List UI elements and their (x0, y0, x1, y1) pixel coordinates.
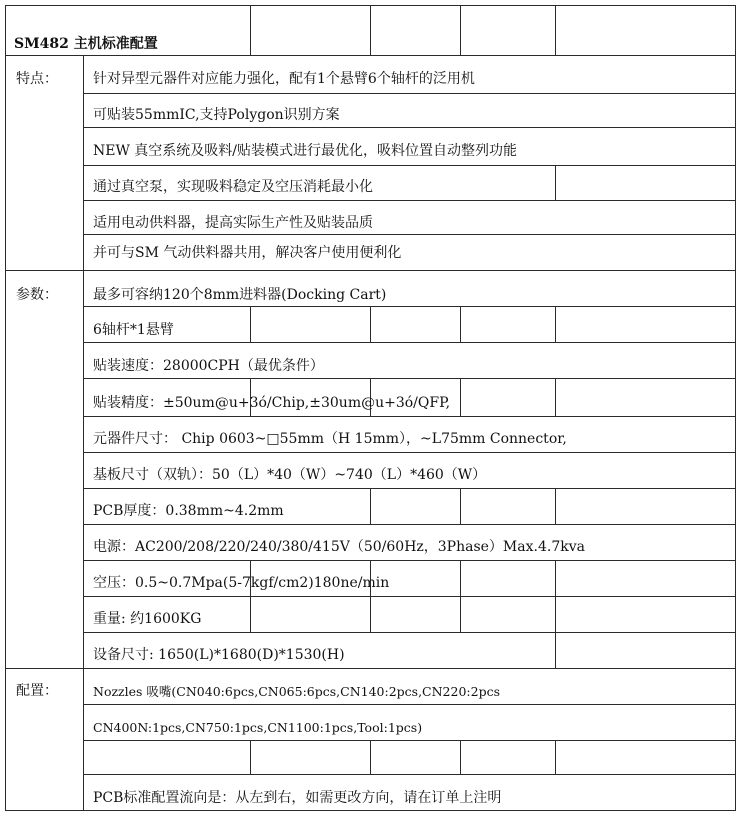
param-row-2: 6轴杆*1悬臂 (93, 322, 174, 338)
grid-hline (83, 704, 736, 705)
grid-vline (370, 596, 371, 633)
grid-vline (460, 740, 461, 775)
grid-vline (83, 270, 84, 307)
grid-hline (83, 740, 736, 741)
grid-hline (5, 668, 736, 669)
grid-hline (83, 524, 736, 525)
param-row-6: 基板尺寸（双轨）：50（L）*40（W）~740（L）*460（W） (93, 467, 487, 483)
grid-vline (83, 378, 84, 417)
grid-vline (370, 488, 371, 525)
param-row-7: PCB厚度：0.38mm~4.2mm (93, 503, 284, 519)
grid-vline (83, 342, 84, 379)
grid-hline (83, 342, 736, 343)
grid-hline (5, 270, 736, 271)
grid-vline (370, 306, 371, 343)
grid-vline (83, 632, 84, 669)
grid-vline (555, 560, 556, 597)
grid-vline (5, 5, 6, 811)
section-label-config: 配置： (16, 683, 58, 699)
grid-vline (83, 127, 84, 166)
grid-vline (83, 488, 84, 525)
grid-hline (83, 306, 736, 307)
param-row-11: 设备尺寸: 1650(L)*1680(D)*1530(H) (93, 647, 345, 663)
config-row-3: PCB标准配置流向是：从左到右，如需更改方向，请在订单上注明 (93, 790, 502, 806)
grid-vline (83, 452, 84, 489)
grid-vline (555, 378, 556, 417)
grid-hline (83, 234, 736, 235)
section-label-params: 参数： (16, 287, 58, 303)
grid-vline (83, 93, 84, 128)
grid-hline (83, 596, 736, 597)
grid-hline (83, 200, 736, 201)
grid-vline (83, 740, 84, 775)
grid-vline (250, 596, 251, 633)
page-title: SM482 主机标准配置 (14, 36, 158, 52)
grid-vline (460, 488, 461, 525)
grid-vline (555, 306, 556, 343)
grid-vline (460, 560, 461, 597)
grid-vline (460, 5, 461, 56)
grid-vline (555, 488, 556, 525)
grid-vline (370, 5, 371, 56)
grid-vline (555, 740, 556, 775)
grid-hline (83, 93, 736, 94)
grid-vline (250, 740, 251, 775)
grid-vline (83, 668, 84, 705)
config-row-2: CN400N:1pcs,CN750:1pcs,CN1100:1pcs,Tool:1pcs) (93, 720, 423, 735)
grid-vline (460, 306, 461, 343)
grid-hline (83, 774, 736, 775)
grid-vline (83, 524, 84, 561)
grid-vline (735, 5, 736, 811)
grid-vline (83, 55, 84, 94)
grid-vline (83, 596, 84, 633)
grid-vline (250, 5, 251, 56)
config-row-1: Nozzles 吸嘴(CN040:6pcs,CN065:6pcs,CN140:2pcs,CN220:2pcs (93, 684, 500, 699)
grid-vline (83, 774, 84, 811)
feature-row-4: 通过真空泵，实现吸料稳定及空压消耗最小化 (93, 179, 373, 195)
param-row-4: 贴装精度：±50um@u+3ó/Chip,±30um@u+3ó/QFP, (93, 395, 451, 411)
feature-row-3: NEW 真空系统及吸料/贴装模式进行最优化，吸料位置自动整列功能 (93, 143, 518, 159)
feature-row-2: 可贴装55mmIC,支持Polygon识别方案 (93, 107, 340, 123)
param-row-9: 空压：0.5~0.7Mpa(5-7kgf/cm2)180ne/min (93, 575, 390, 591)
grid-vline (83, 200, 84, 235)
grid-vline (83, 416, 84, 453)
feature-row-1: 针对异型元器件对应能力强化，配有1个悬臂6个轴杆的泛用机 (93, 71, 475, 87)
grid-vline (460, 596, 461, 633)
grid-vline (555, 165, 556, 201)
grid-hline (83, 452, 736, 453)
grid-vline (250, 306, 251, 343)
grid-vline (555, 5, 556, 56)
grid-vline (83, 560, 84, 597)
grid-hline (83, 165, 736, 166)
grid-vline (370, 740, 371, 775)
grid-hline (83, 632, 736, 633)
grid-hline (83, 488, 736, 489)
grid-vline (83, 704, 84, 741)
grid-hline (83, 416, 736, 417)
param-row-5: 元器件尺寸： Chip 0603~□55mm（H 15mm），~L75mm Connector, (93, 431, 567, 447)
grid-hline (83, 378, 736, 379)
feature-row-6: 并可与SM 气动供料器共用，解决客户使用便利化 (93, 245, 402, 261)
grid-vline (83, 234, 84, 271)
section-label-features: 特点： (16, 71, 58, 87)
grid-hline (5, 810, 736, 811)
param-row-8: 电源：AC200/208/220/240/380/415V（50/60Hz，3Phase）Max.4.7kva (93, 539, 585, 555)
param-row-10: 重量: 约1600KG (93, 611, 202, 627)
feature-row-5: 适用电动供料器，提高实际生产性及贴装品质 (93, 215, 373, 231)
grid-hline (83, 560, 736, 561)
grid-vline (83, 306, 84, 343)
grid-vline (555, 632, 556, 669)
grid-vline (83, 165, 84, 201)
grid-vline (555, 596, 556, 633)
grid-hline (83, 127, 736, 128)
param-row-3: 贴装速度：28000CPH（最优条件） (93, 358, 324, 374)
grid-vline (460, 378, 461, 417)
param-row-1: 最多可容纳120个8mm进料器(Docking Cart) (93, 287, 387, 303)
